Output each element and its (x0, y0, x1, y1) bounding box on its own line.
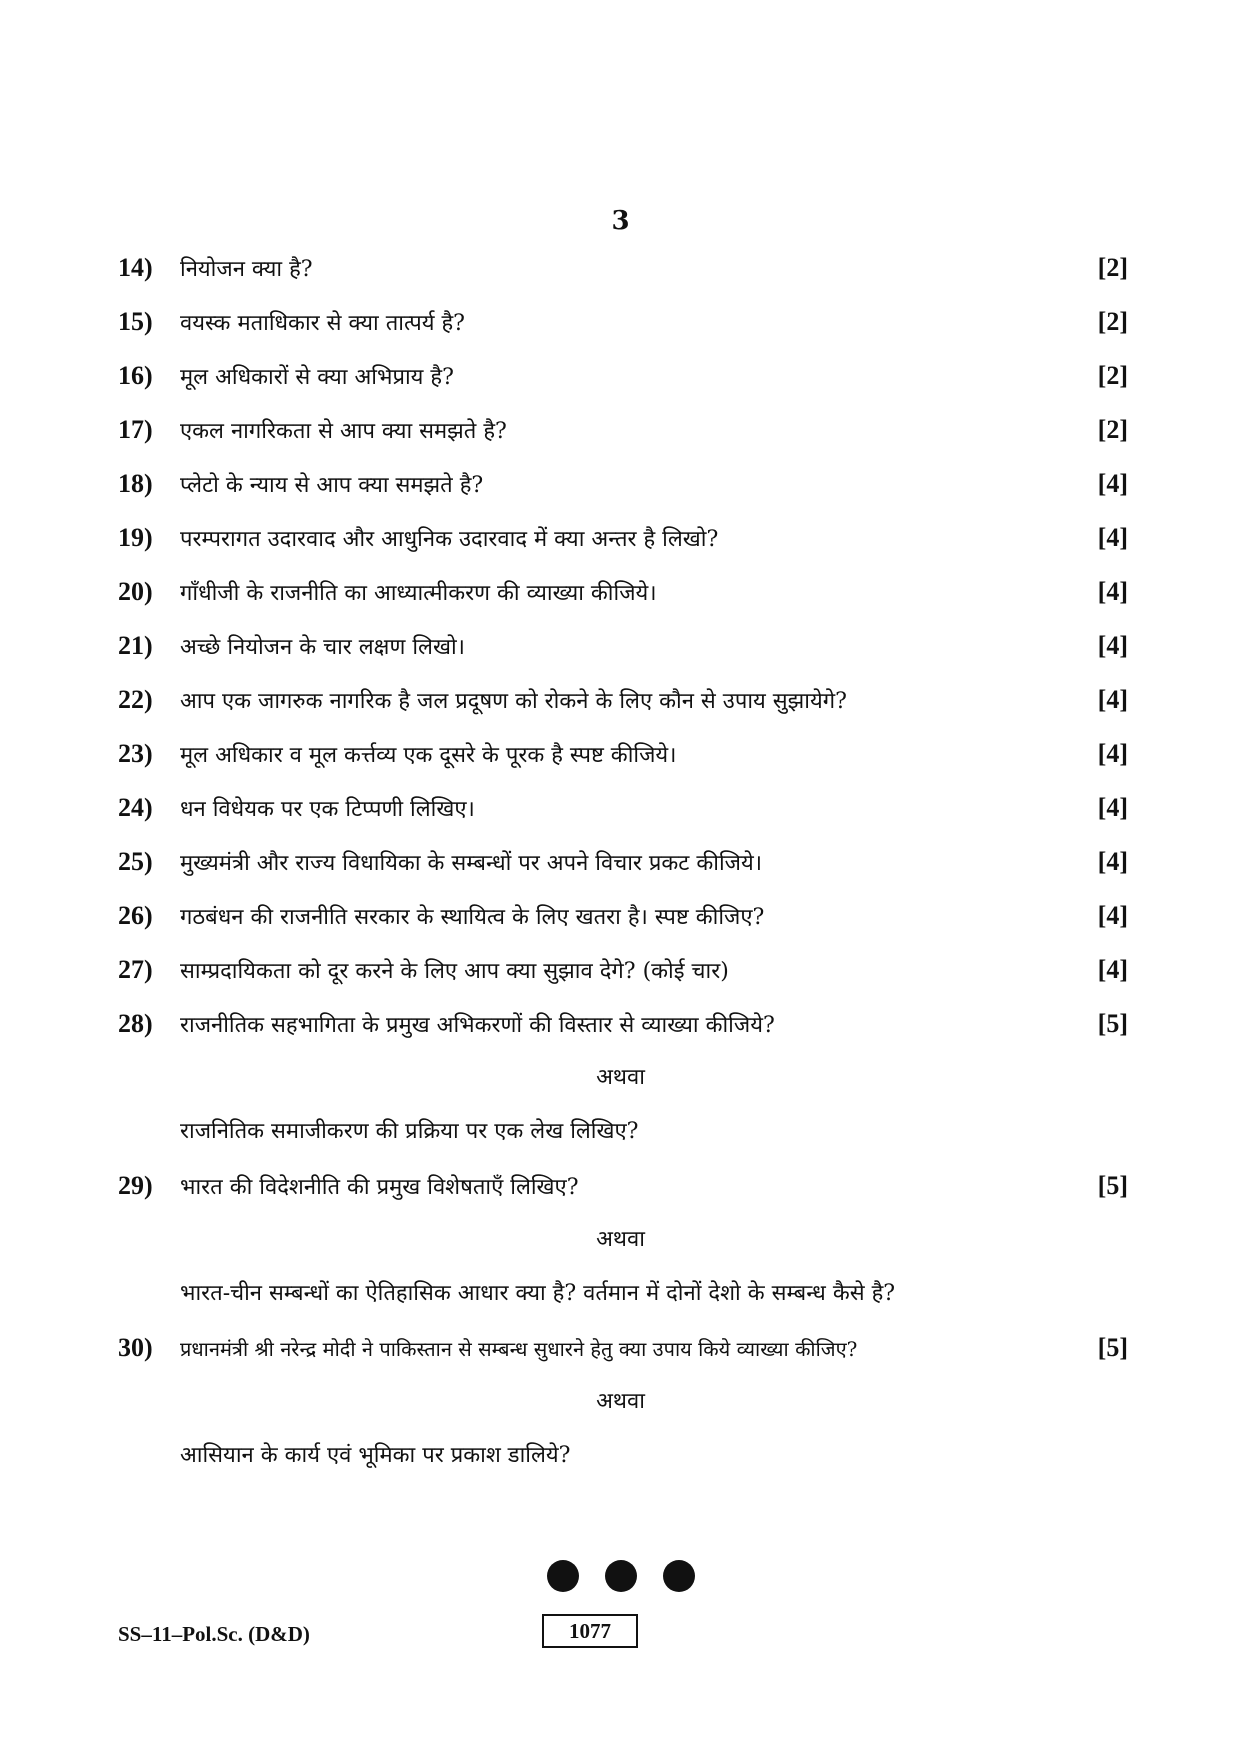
question-row (118, 572, 1128, 612)
question-text: परम्परागत उदारवाद और आधुनिक उदारवाद में क्या अन्तर है लिखो? (180, 527, 719, 552)
dot-icon (663, 1560, 695, 1592)
question-text: भारत की विदेशनीति की प्रमुख विशेषताएँ लिखिए? (180, 1175, 579, 1200)
question-number: 22) (118, 685, 153, 714)
question-row (118, 356, 1128, 396)
alternative-question: राजनितिक समाजीकरण की प्रक्रिया पर एक लेख लिखिए? (180, 1119, 639, 1144)
question-text: गाँधीजी के राजनीति का आध्यात्मीकरण की व्याख्या कीजिये। (180, 581, 657, 606)
question-row (118, 842, 1128, 882)
question-marks: [4] (1097, 577, 1128, 606)
page-number: 3 (611, 206, 630, 236)
question-number: 23) (118, 739, 153, 768)
question-row (118, 518, 1128, 558)
question-marks: [4] (1097, 685, 1128, 714)
question-text: वयस्क मताधिकार से क्या तात्पर्य है? (180, 311, 465, 336)
question-number: 14) (118, 253, 153, 282)
question-marks: [4] (1097, 901, 1128, 930)
or-label: अथवा (596, 1227, 645, 1252)
or-label: अथवा (596, 1065, 645, 1090)
alternative-question: भारत-चीन सम्बन्धों का ऐतिहासिक आधार क्या है? वर्तमान में दोनों देशो के सम्बन्ध कैसे है? (180, 1281, 896, 1306)
question-row (118, 734, 1128, 774)
question-marks: [5] (1097, 1333, 1128, 1362)
question-marks: [2] (1097, 253, 1128, 282)
question-row (118, 1004, 1128, 1044)
question-marks: [2] (1097, 307, 1128, 336)
question-marks: [2] (1097, 361, 1128, 390)
question-row (118, 464, 1128, 504)
question-number: 16) (118, 361, 153, 390)
dot-icon (605, 1560, 637, 1592)
question-number: 26) (118, 901, 153, 930)
question-text: अच्छे नियोजन के चार लक्षण लिखो। (180, 635, 465, 660)
question-number: 30) (118, 1333, 153, 1362)
question-marks: [4] (1097, 793, 1128, 822)
question-marks: [4] (1097, 631, 1128, 660)
serial-number-box: 1077 (542, 1614, 638, 1648)
question-row (118, 950, 1128, 990)
question-row (118, 1166, 1128, 1206)
question-text: मूल अधिकारों से क्या अभिप्राय है? (180, 365, 454, 390)
question-text: मूल अधिकार व मूल कर्त्तव्य एक दूसरे के पूरक है स्पष्ट कीजिये। (180, 743, 677, 768)
question-number: 15) (118, 307, 153, 336)
question-text: प्लेटो के न्याय से आप क्या समझते है? (180, 473, 484, 498)
question-row (118, 410, 1128, 450)
question-text: राजनीतिक सहभागिता के प्रमुख अभिकरणों की विस्तार से व्याख्या कीजिये? (180, 1013, 775, 1038)
question-text: धन विधेयक पर एक टिप्पणी लिखिए। (180, 797, 475, 822)
question-number: 29) (118, 1171, 153, 1200)
question-number: 20) (118, 577, 153, 606)
dot-icon (547, 1560, 579, 1592)
question-text: नियोजन क्या है? (180, 257, 313, 282)
question-text: आप एक जागरुक नागरिक है जल प्रदूषण को रोकने के लिए कौन से उपाय सुझायेगे? (180, 689, 847, 714)
or-label: अथवा (596, 1389, 645, 1414)
question-marks: [4] (1097, 469, 1128, 498)
question-number: 17) (118, 415, 153, 444)
question-number: 21) (118, 631, 153, 660)
question-marks: [4] (1097, 523, 1128, 552)
question-text: गठबंधन की राजनीति सरकार के स्थायित्व के लिए खतरा है। स्पष्ट कीजिए? (180, 905, 765, 930)
question-number: 27) (118, 955, 153, 984)
question-row (118, 788, 1128, 828)
question-text: प्रधानमंत्री श्री नरेन्द्र मोदी ने पाकिस्तान से सम्बन्ध सुधारने हेतु क्या उपाय किये व्याख्या कीजिए? (180, 1336, 858, 1361)
question-number: 19) (118, 523, 153, 552)
question-row (118, 302, 1128, 342)
question-row (118, 248, 1128, 288)
question-text: मुख्यमंत्री और राज्य विधायिका के सम्बन्धों पर अपने विचार प्रकट कीजिये। (180, 851, 763, 876)
question-marks: [5] (1097, 1009, 1128, 1038)
question-row (118, 626, 1128, 666)
question-number: 25) (118, 847, 153, 876)
question-text: एकल नागरिकता से आप क्या समझते है? (180, 419, 507, 444)
question-marks: [4] (1097, 847, 1128, 876)
question-number: 28) (118, 1009, 153, 1038)
question-text: साम्प्रदायिकता को दूर करने के लिए आप क्या सुझाव देगे? (कोई चार) (180, 959, 729, 984)
question-marks: [5] (1097, 1171, 1128, 1200)
question-row (118, 1328, 1128, 1368)
question-marks: [4] (1097, 739, 1128, 768)
alternative-question: आसियान के कार्य एवं भूमिका पर प्रकाश डालिये? (180, 1443, 571, 1468)
end-of-paper-dots (0, 1560, 1241, 1592)
question-marks: [2] (1097, 415, 1128, 444)
question-number: 24) (118, 793, 153, 822)
question-row (118, 896, 1128, 936)
paper-code: SS–11–Pol.Sc. (D&D) (118, 1622, 310, 1646)
question-marks: [4] (1097, 955, 1128, 984)
question-row (118, 680, 1128, 720)
question-number: 18) (118, 469, 153, 498)
